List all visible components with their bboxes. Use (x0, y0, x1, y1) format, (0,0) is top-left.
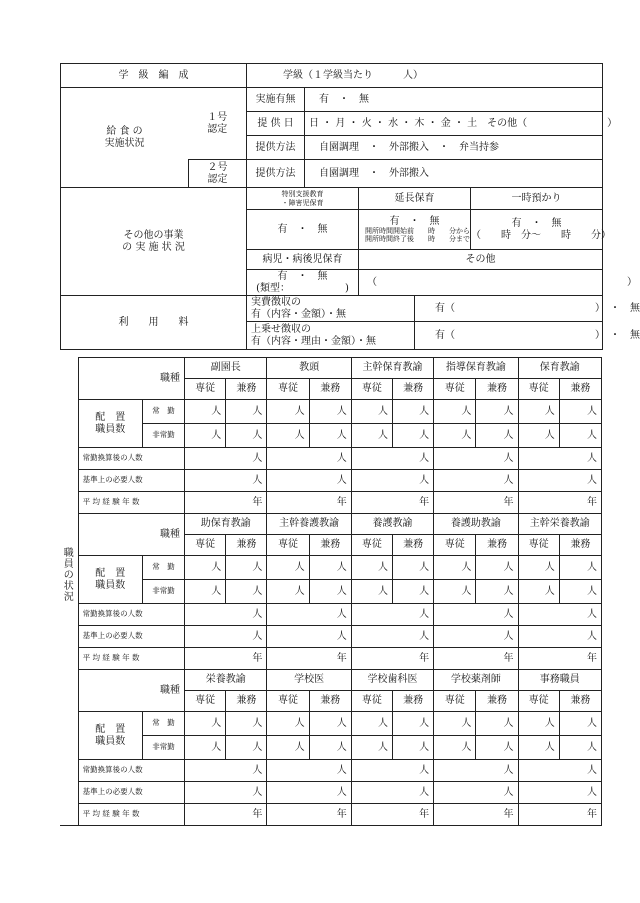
job-title: 学校薬剤師 (434, 670, 518, 691)
staff-count-cell: 人 (267, 736, 309, 760)
summary-cell: 年 (434, 648, 518, 670)
staff-count-cell: 人 (518, 580, 559, 604)
job-title: 教頭 (267, 358, 351, 379)
lunch-cert1: １号 認定 (189, 88, 247, 160)
staff-count-cell: 人 (392, 580, 433, 604)
kenmu-header: 兼務 (559, 535, 601, 556)
staff-count-cell: 人 (559, 424, 601, 448)
job-title: 主幹保育教諭 (351, 358, 433, 379)
fee-label: 利 用 料 (61, 296, 247, 350)
fee-r2b: 有（ ） ・ 無 (415, 322, 603, 350)
staff-count-cell: 人 (226, 400, 267, 424)
summary-cell: 年 (267, 648, 351, 670)
summary-cell: 人 (518, 782, 601, 804)
job-title: 栄養教諭 (185, 670, 267, 691)
fee-r1a: 実費徴収の 有（内容・金額）・無 (247, 296, 415, 322)
staff-count-cell: 人 (476, 556, 518, 580)
staff-count-cell: 人 (518, 556, 559, 580)
summary-cell: 年 (185, 648, 267, 670)
staff-count-cell: 人 (309, 424, 351, 448)
staff-count-cell: 人 (185, 580, 226, 604)
lunch-row-label: 提 供 日 (247, 112, 305, 136)
summary-cell: 人 (518, 626, 601, 648)
kenmu-header: 兼務 (392, 691, 433, 712)
lunch-row-label: 提供方法 (247, 160, 305, 188)
senju-header: 専従 (185, 535, 226, 556)
summary-cell: 年 (267, 804, 351, 826)
summary-cell: 年 (518, 804, 601, 826)
job-title: 助保育教諭 (185, 514, 267, 535)
summary-cell: 人 (267, 626, 351, 648)
summary-cell: 人 (185, 604, 267, 626)
summary-cell: 人 (267, 760, 351, 782)
staff-count-cell: 人 (226, 736, 267, 760)
summary-cell: 人 (267, 448, 351, 470)
summary-cell: 年 (518, 648, 601, 670)
lunch-row-value: 自園調理 ・ 外部搬入 (305, 160, 603, 188)
kenmu-header: 兼務 (559, 691, 601, 712)
summary-cell: 人 (434, 470, 518, 492)
staff-count-cell: 人 (476, 712, 518, 736)
senju-header: 専従 (351, 691, 392, 712)
job-title: 学校歯科医 (351, 670, 433, 691)
senju-header: 専従 (518, 691, 559, 712)
summary-cell: 人 (185, 626, 267, 648)
summary-cell: 年 (185, 804, 267, 826)
sick-value: 有 ・ 無 (類型： ) (247, 270, 359, 296)
kenmu-header: 兼務 (309, 535, 351, 556)
lunch-cert2: ２号 認定 (189, 160, 247, 188)
staff-count-cell: 人 (351, 736, 392, 760)
job-title: 養護教諭 (351, 514, 433, 535)
kenmu-header: 兼務 (559, 379, 601, 400)
staff-count-cell: 人 (185, 556, 226, 580)
hijokin-label: 非常勤 (142, 736, 184, 760)
summary-label: 常勤換算後の人数 (78, 448, 184, 470)
summary-cell: 人 (518, 604, 601, 626)
staff-side-label: 職 員 の 状 況 (60, 358, 78, 826)
summary-cell: 人 (185, 448, 267, 470)
summary-cell: 年 (434, 804, 518, 826)
staff-count-cell: 人 (267, 580, 309, 604)
kenmu-header: 兼務 (392, 379, 433, 400)
haichi-label: 配 置 職員数 (78, 400, 142, 448)
summary-cell: 人 (434, 626, 518, 648)
summary-cell: 人 (267, 782, 351, 804)
summary-cell: 年 (185, 492, 267, 514)
kenmu-header: 兼務 (226, 691, 267, 712)
senju-header: 専従 (518, 535, 559, 556)
kenmu-header: 兼務 (309, 691, 351, 712)
sick-label: 病児・病後児保育 (247, 250, 359, 270)
kenmu-header: 兼務 (309, 379, 351, 400)
staff-count-cell: 人 (226, 712, 267, 736)
staff-count-cell: 人 (392, 556, 433, 580)
summary-label: 平 均 経 験 年 数 (78, 804, 184, 826)
other-v3b: （ 時 分～ 時 分） (471, 229, 611, 241)
staff-count-cell: 人 (309, 712, 351, 736)
senju-header: 専従 (267, 535, 309, 556)
staff-count-cell: 人 (267, 556, 309, 580)
fee-r2a: 上乗せ徴収の 有（内容・理由・金額）・無 (247, 322, 415, 350)
job-title: 主幹栄養教諭 (518, 514, 601, 535)
staff-count-cell: 人 (309, 400, 351, 424)
other-h2: 延長保育 (359, 188, 471, 210)
class-label: 学 級 編 成 (61, 64, 247, 88)
job-title: 副園長 (185, 358, 267, 379)
summary-cell: 年 (267, 492, 351, 514)
summary-cell: 人 (267, 604, 351, 626)
senju-header: 専従 (434, 535, 476, 556)
job-title: 事務職員 (518, 670, 601, 691)
staff-count-cell: 人 (226, 556, 267, 580)
jokin-label: 常 勤 (142, 400, 184, 424)
summary-cell: 人 (434, 604, 518, 626)
summary-label: 常勤換算後の人数 (78, 760, 184, 782)
lunch-label: 給 食 の 実施状況 (61, 88, 189, 188)
staff-count-cell: 人 (267, 712, 309, 736)
kenmu-header: 兼務 (476, 535, 518, 556)
staff-count-cell: 人 (392, 712, 433, 736)
other-label: その他の事業 の 実 施 状 況 (61, 188, 247, 296)
lunch-row-label: 提供方法 (247, 136, 305, 160)
hijokin-label: 非常勤 (142, 580, 184, 604)
other-h3: 一時預かり (471, 188, 603, 210)
job-title: 養護助教諭 (434, 514, 518, 535)
summary-label: 常勤換算後の人数 (78, 604, 184, 626)
lunch-row-value: 自園調理 ・ 外部搬入 ・ 弁当持参 (305, 136, 603, 160)
summary-cell: 人 (351, 760, 433, 782)
senju-header: 専従 (267, 379, 309, 400)
staff-count-cell: 人 (392, 400, 433, 424)
staff-count-cell: 人 (559, 580, 601, 604)
staff-count-cell: 人 (226, 424, 267, 448)
staff-count-cell: 人 (559, 400, 601, 424)
summary-cell: 人 (518, 448, 601, 470)
haichi-label: 配 置 職員数 (78, 712, 142, 760)
job-title: 保育教諭 (518, 358, 601, 379)
staff-count-cell: 人 (434, 580, 476, 604)
senju-header: 専従 (185, 379, 226, 400)
staff-count-cell: 人 (476, 424, 518, 448)
shokushu-label: 職種 (78, 514, 184, 556)
summary-cell: 年 (518, 492, 601, 514)
staff-count-cell: 人 (518, 712, 559, 736)
staff-count-cell: 人 (476, 400, 518, 424)
other-h1: 特別支援教育 ・障害児保育 (247, 188, 359, 210)
summary-label: 平 均 経 験 年 数 (78, 648, 184, 670)
summary-cell: 年 (351, 648, 433, 670)
summary-cell: 人 (351, 626, 433, 648)
staff-count-cell: 人 (476, 580, 518, 604)
summary-cell: 人 (185, 760, 267, 782)
senju-header: 専従 (267, 691, 309, 712)
staff-count-cell: 人 (185, 712, 226, 736)
staff-count-cell: 人 (351, 424, 392, 448)
kenmu-header: 兼務 (226, 379, 267, 400)
summary-cell: 年 (351, 492, 433, 514)
senju-header: 専従 (434, 379, 476, 400)
haichi-label: 配 置 職員数 (78, 556, 142, 604)
summary-label: 平 均 経 験 年 数 (78, 492, 184, 514)
facility-info-table (60, 63, 640, 350)
kenmu-header: 兼務 (476, 691, 518, 712)
senju-header: 専従 (351, 379, 392, 400)
staff-count-cell: 人 (434, 736, 476, 760)
staff-count-cell: 人 (351, 400, 392, 424)
other-other-label: その他 (359, 250, 603, 270)
staff-count-cell: 人 (434, 712, 476, 736)
kenmu-header: 兼務 (392, 535, 433, 556)
summary-cell: 人 (267, 470, 351, 492)
lunch-row-label: 実施有無 (247, 88, 305, 112)
summary-cell: 人 (434, 448, 518, 470)
staff-count-cell: 人 (226, 580, 267, 604)
summary-label: 基準上の必要人数 (78, 470, 184, 492)
staff-count-cell: 人 (434, 556, 476, 580)
other-v1: 有 ・ 無 (247, 210, 359, 250)
staff-count-cell: 人 (185, 424, 226, 448)
jokin-label: 常 勤 (142, 556, 184, 580)
staff-count-cell: 人 (351, 556, 392, 580)
class-value: 学級（１学級当たり 人） (247, 64, 603, 88)
senju-header: 専従 (185, 691, 226, 712)
staff-count-cell: 人 (518, 736, 559, 760)
summary-label: 基準上の必要人数 (78, 782, 184, 804)
senju-header: 専従 (434, 691, 476, 712)
other-v2a: 有 ・ 無 (389, 215, 440, 227)
job-title: 学校医 (267, 670, 351, 691)
summary-cell: 人 (351, 782, 433, 804)
other-other-value: （ ） (359, 270, 603, 296)
summary-cell: 人 (518, 760, 601, 782)
jokin-label: 常 勤 (142, 712, 184, 736)
senju-header: 専従 (351, 535, 392, 556)
kenmu-header: 兼務 (226, 535, 267, 556)
staff-count-cell: 人 (518, 424, 559, 448)
staff-count-cell: 人 (185, 736, 226, 760)
summary-cell: 年 (434, 492, 518, 514)
summary-cell: 人 (185, 782, 267, 804)
staff-count-cell: 人 (559, 736, 601, 760)
shokushu-label: 職種 (78, 358, 184, 400)
staff-count-cell: 人 (351, 580, 392, 604)
staff-count-cell: 人 (434, 400, 476, 424)
staff-count-cell: 人 (309, 580, 351, 604)
staff-count-cell: 人 (476, 736, 518, 760)
staff-count-cell: 人 (309, 556, 351, 580)
summary-cell: 人 (185, 470, 267, 492)
summary-cell: 年 (351, 804, 433, 826)
staff-count-cell: 人 (351, 712, 392, 736)
staff-count-cell: 人 (392, 736, 433, 760)
other-v2b: 開所時間開始前 時 分から 開所時間終了後 時 分まで (365, 226, 470, 243)
summary-cell: 人 (351, 448, 433, 470)
staff-count-cell: 人 (267, 400, 309, 424)
hijokin-label: 非常勤 (142, 424, 184, 448)
summary-cell: 人 (434, 760, 518, 782)
staff-count-cell: 人 (518, 400, 559, 424)
staff-count-cell: 人 (559, 556, 601, 580)
staff-table (60, 357, 602, 826)
job-title: 主幹養護教諭 (267, 514, 351, 535)
lunch-row-value: 有 ・ 無 (305, 88, 603, 112)
staff-count-cell: 人 (559, 712, 601, 736)
staff-count-cell: 人 (392, 424, 433, 448)
staff-count-cell: 人 (267, 424, 309, 448)
lunch-row-value: 日 ・ 月 ・ 火 ・ 水 ・ 木 ・ 金 ・ 土 その他（ ） (305, 112, 603, 136)
staff-count-cell: 人 (185, 400, 226, 424)
summary-label: 基準上の必要人数 (78, 626, 184, 648)
other-v3a: 有 ・ 無 (511, 218, 562, 229)
shokushu-label: 職種 (78, 670, 184, 712)
staff-count-cell: 人 (309, 736, 351, 760)
job-title: 指導保育教諭 (434, 358, 518, 379)
summary-cell: 人 (351, 604, 433, 626)
staff-count-cell: 人 (434, 424, 476, 448)
summary-cell: 人 (351, 470, 433, 492)
summary-cell: 人 (518, 470, 601, 492)
summary-cell: 人 (434, 782, 518, 804)
fee-r1b: 有（ ） ・ 無 (415, 296, 603, 322)
kenmu-header: 兼務 (476, 379, 518, 400)
senju-header: 専従 (518, 379, 559, 400)
